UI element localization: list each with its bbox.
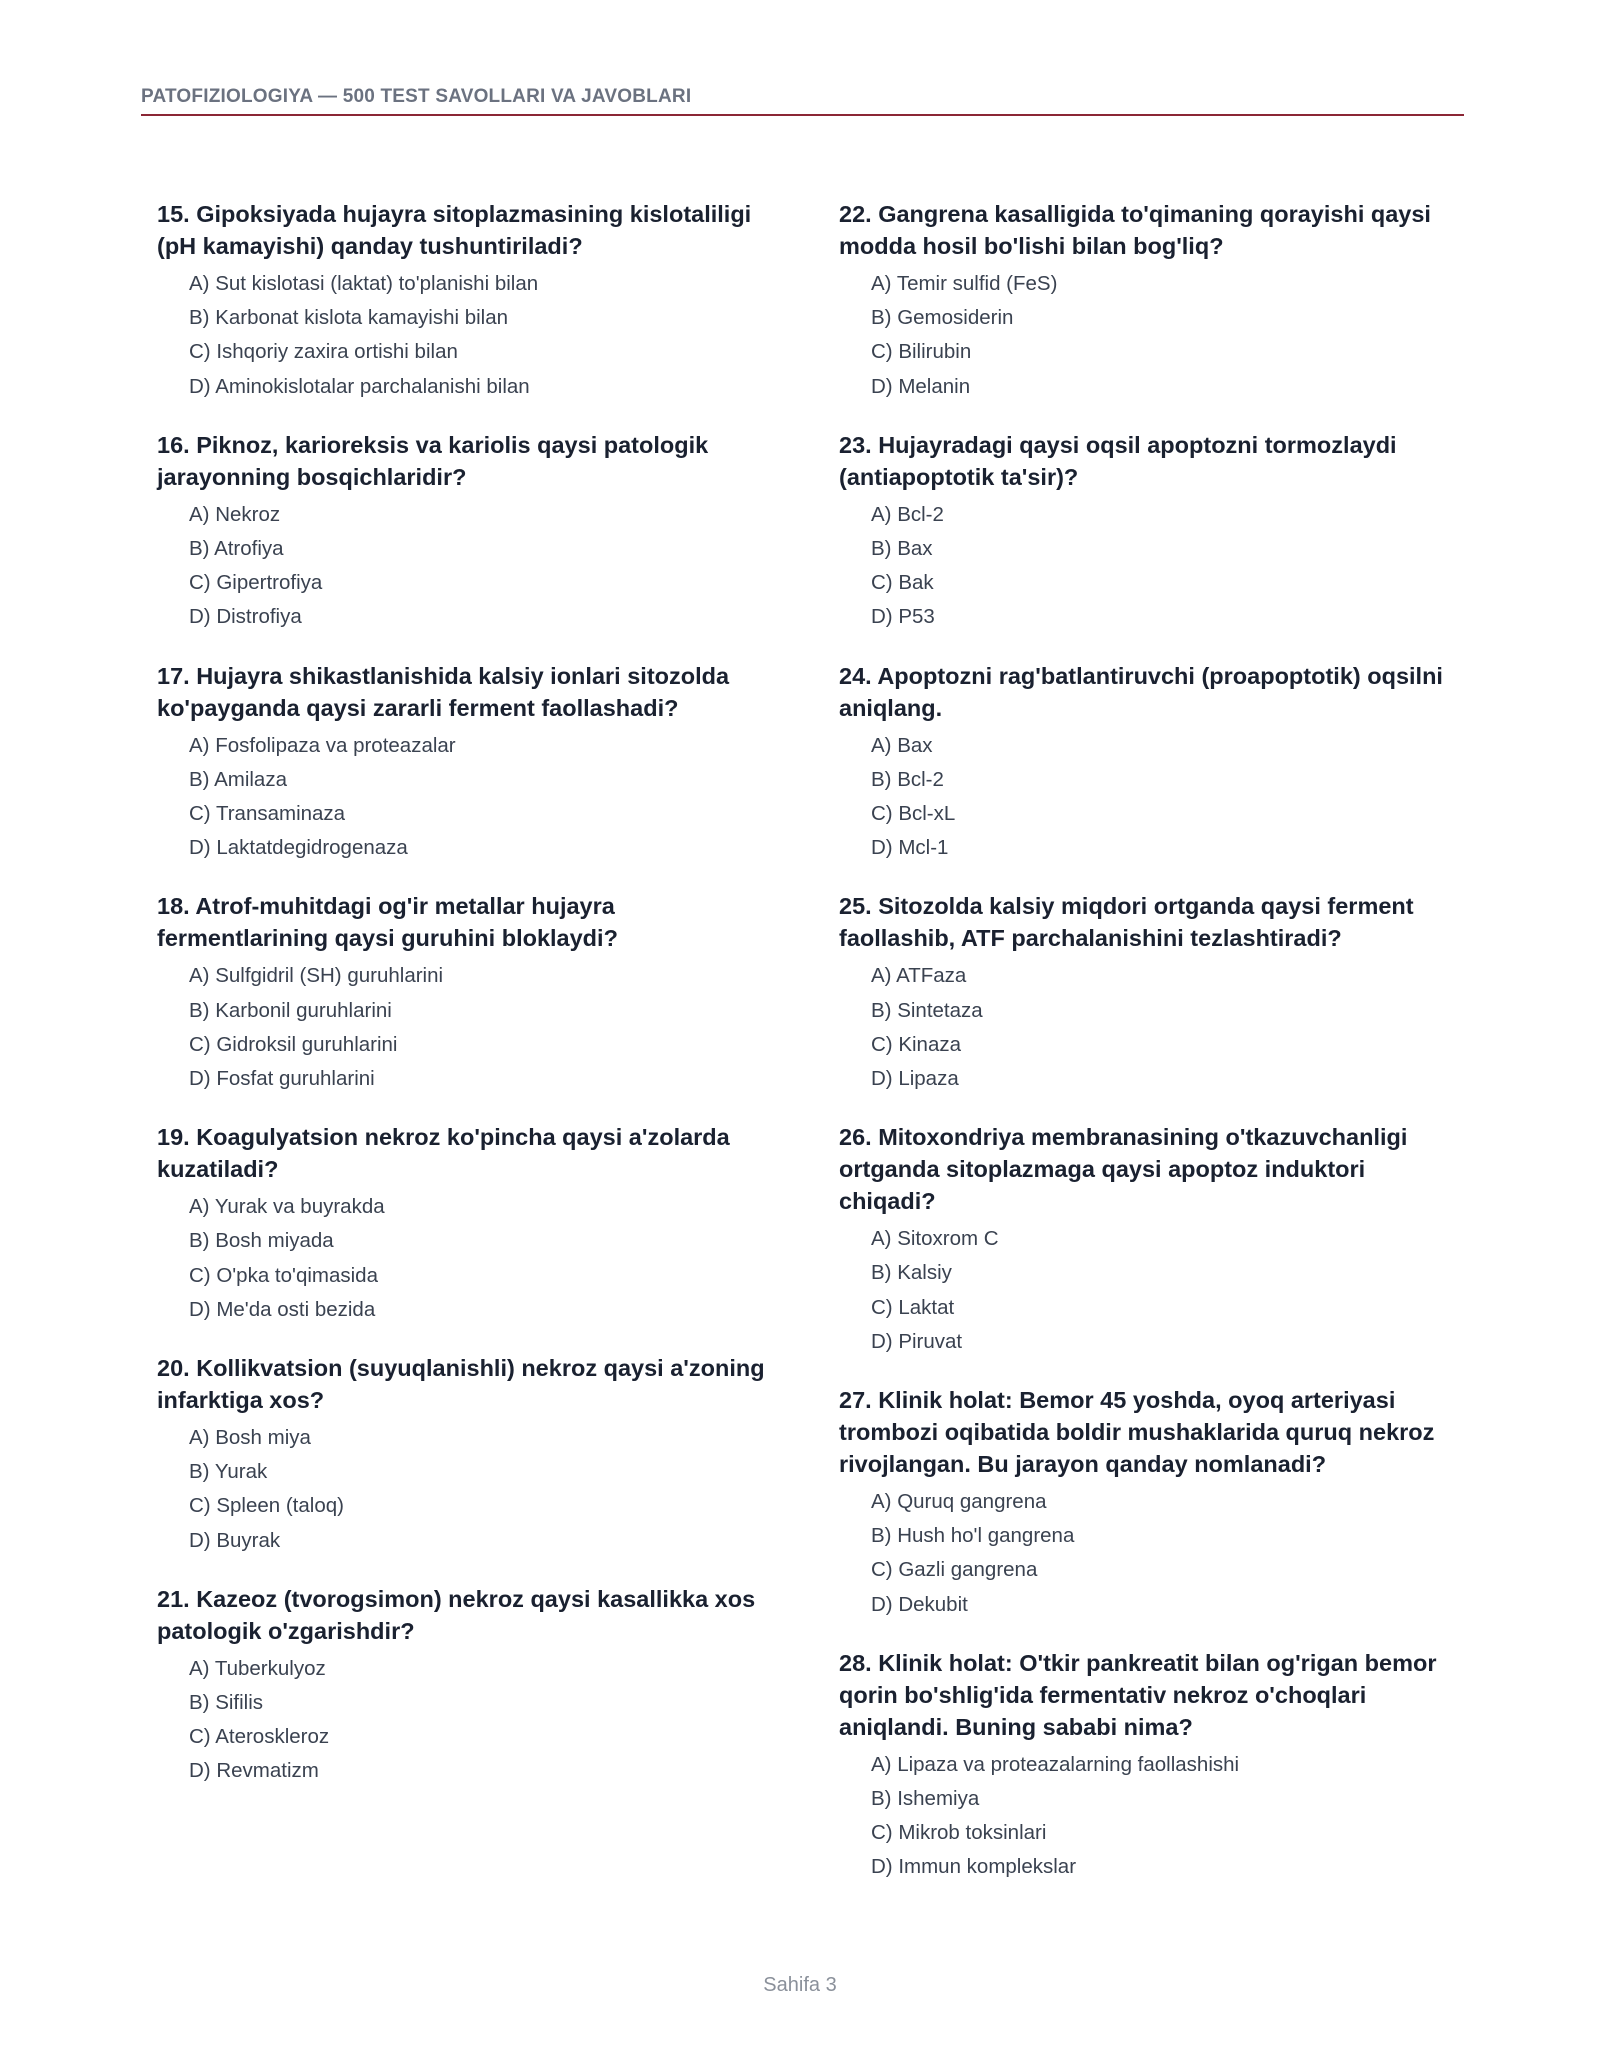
- question-block-25: [839, 890, 1457, 1096]
- answer-option-c: C) Mikrob toksinlari: [871, 1821, 1047, 1845]
- answer-option-a: A) Fosfolipaza va proteazalar: [189, 733, 456, 757]
- answer-options: [157, 1421, 775, 1558]
- answer-options: [839, 959, 1457, 1096]
- question-block-24: [839, 660, 1457, 866]
- answer-option-b: B) Karbonat kislota kamayishi bilan: [189, 306, 509, 330]
- answer-option-b: B) Bosh miyada: [189, 1229, 334, 1253]
- answer-option-b: B) Sifilis: [189, 1691, 264, 1715]
- answer-option-a: A) Bcl-2: [871, 502, 944, 526]
- question-block-27: [839, 1384, 1457, 1622]
- answer-option-c: C) Laktat: [871, 1295, 955, 1319]
- answer-option-d: D) Mcl-1: [871, 836, 949, 860]
- question-text: 26. Mitoxondriya membranasining o'tkazuvchanligi ortganda sitoplazmaga qaysi apoptoz induktori chiqadi?: [839, 1124, 1408, 1215]
- question-text: 18. Atrof-muhitdagi og'ir metallar hujayra fermentlarining qaysi guruhini bloklaydi?: [157, 893, 618, 952]
- answer-option-d: D) Me'da osti bezida: [189, 1297, 376, 1321]
- question-text: 21. Kazeoz (tvorogsimon) nekroz qaysi kasallikka xos patologik o'zgarishdir?: [157, 1585, 756, 1644]
- question-block-16: [157, 429, 775, 635]
- answer-option-d: D) Melanin: [871, 374, 971, 398]
- answer-option-d: D) Immun komplekslar: [871, 1855, 1077, 1879]
- answer-option-d: D) Fosfat guruhlarini: [189, 1067, 375, 1091]
- question-block-15: [157, 198, 775, 404]
- answer-options: [839, 1748, 1457, 1885]
- question-block-22: [839, 198, 1457, 404]
- answer-option-c: C) Kinaza: [871, 1032, 962, 1056]
- document-title: PATOFIZIOLOGIYA — 500 TEST SAVOLLARI VA JAVOBLARI: [141, 86, 692, 107]
- answer-option-a: A) Quruq gangrena: [871, 1490, 1047, 1514]
- answer-option-d: D) Distrofiya: [189, 605, 302, 629]
- answer-options: [157, 1652, 775, 1789]
- answer-option-a: A) ATFaza: [871, 964, 967, 988]
- answer-option-d: D) Laktatdegidrogenaza: [189, 836, 408, 860]
- answer-option-b: B) Ishemiya: [871, 1787, 980, 1811]
- answer-option-d: D) Piruvat: [871, 1329, 963, 1353]
- page-number: Sahifa 3: [763, 1974, 837, 1996]
- answer-options: [839, 1222, 1457, 1359]
- answer-options: [157, 498, 775, 635]
- question-text: 24. Apoptozni rag'batlantiruvchi (proapoptotik) oqsilni aniqlang.: [839, 662, 1443, 721]
- question-text: 22. Gangrena kasalligida to'qimaning qorayishi qaysi modda hosil bo'lishi bilan bog'liq?: [839, 201, 1431, 259]
- answer-options: [839, 729, 1457, 866]
- answer-option-d: D) P53: [871, 605, 935, 629]
- answer-option-c: C) Bak: [871, 571, 934, 595]
- answer-options: [157, 1190, 775, 1327]
- question-text: 15. Gipoksiyada hujayra sitoplazmasining kislotaliligi (pH kamayishi) qanday tushuntiriladi?: [157, 201, 752, 259]
- answer-options: [157, 267, 775, 404]
- question-text: 20. Kollikvatsion (suyuqlanishli) nekroz qaysi a'zoning infarktiga xos?: [157, 1355, 765, 1414]
- answer-option-b: B) Karbonil guruhlarini: [189, 998, 392, 1022]
- question-text: 16. Piknoz, karioreksis va kariolis qaysi patologik jarayonning bosqichlaridir?: [157, 431, 709, 490]
- answer-option-c: C) Transaminaza: [189, 802, 346, 826]
- answer-option-a: A) Bax: [871, 733, 933, 757]
- answer-option-b: B) Amilaza: [189, 767, 287, 791]
- answer-option-c: C) Spleen (taloq): [189, 1494, 344, 1518]
- answer-option-a: A) Lipaza va proteazalarning faollashishi: [871, 1752, 1240, 1776]
- answer-option-c: C) Bcl-xL: [871, 802, 956, 826]
- answer-option-a: A) Yurak va buyrakda: [189, 1195, 385, 1219]
- question-text: 27. Klinik holat: Bemor 45 yoshda, oyoq arteriyasi trombozi oqibatida boldir mushaklarida quruq nekroz rivojlangan. Bu jarayon qanday nomlanadi?: [839, 1387, 1435, 1478]
- question-block-18: [157, 890, 775, 1096]
- answer-options: [839, 498, 1457, 635]
- question-block-21: [157, 1583, 775, 1789]
- answer-option-a: A) Bosh miya: [189, 1426, 311, 1450]
- answer-option-c: C) Gazli gangrena: [871, 1558, 1038, 1582]
- answer-option-b: B) Bax: [871, 537, 933, 561]
- question-block-23: [839, 429, 1457, 635]
- answer-option-d: D) Revmatizm: [189, 1759, 319, 1783]
- answer-option-c: C) Ishqoriy zaxira ortishi bilan: [189, 340, 458, 364]
- question-block-19: [157, 1121, 775, 1327]
- question-block-17: [157, 660, 775, 866]
- question-text: 17. Hujayra shikastlanishida kalsiy ionlari sitozolda ko'payganda qaysi zararli ferment faollashadi?: [157, 662, 730, 721]
- answer-option-b: B) Bcl-2: [871, 767, 944, 791]
- answer-option-a: A) Temir sulfid (FeS): [871, 272, 1058, 295]
- question-block-20: [157, 1352, 775, 1558]
- answer-option-d: D) Buyrak: [189, 1528, 281, 1552]
- answer-option-a: A) Sitoxrom C: [871, 1227, 999, 1251]
- question-text: 28. Klinik holat: O'tkir pankreatit bilan og'rigan bemor qorin bo'shlig'ida fermentativ nekroz o'choqlari aniqlandi. Buning sababi nima?: [839, 1649, 1437, 1740]
- answer-option-d: D) Dekubit: [871, 1592, 968, 1616]
- answer-option-c: C) Gidroksil guruhlarini: [189, 1032, 398, 1056]
- left-column: [157, 198, 775, 1814]
- question-text: 23. Hujayradagi qaysi oqsil apoptozni tormozlaydi (antiapoptotik ta'sir)?: [839, 431, 1397, 490]
- answer-option-b: B) Gemosiderin: [871, 306, 1014, 330]
- answer-options: [839, 1485, 1457, 1622]
- answer-options: [839, 267, 1457, 404]
- question-block-28: [839, 1647, 1457, 1885]
- answer-option-a: A) Tuberkulyoz: [189, 1656, 326, 1680]
- question-block-26: [839, 1121, 1457, 1359]
- answer-option-d: D) Aminokislotalar parchalanishi bilan: [189, 374, 530, 398]
- answer-option-c: C) Gipertrofiya: [189, 571, 323, 595]
- answer-option-c: C) Bilirubin: [871, 340, 972, 364]
- answer-option-b: B) Sintetaza: [871, 998, 983, 1022]
- page-header: [141, 84, 1464, 116]
- answer-option-c: C) O'pka to'qimasida: [189, 1263, 378, 1287]
- right-column: [839, 198, 1457, 1910]
- question-text: 25. Sitozolda kalsiy miqdori ortganda qaysi ferment faollashib, ATF parchalanishini tezlashtiradi?: [839, 893, 1414, 952]
- answer-option-a: A) Sulfgidril (SH) guruhlarini: [189, 964, 444, 988]
- answer-option-b: B) Kalsiy: [871, 1261, 952, 1285]
- question-text: 19. Koagulyatsion nekroz ko'pincha qaysi a'zolarda kuzatiladi?: [157, 1124, 730, 1183]
- answer-option-c: C) Ateroskleroz: [189, 1725, 330, 1749]
- answer-options: [157, 729, 775, 866]
- answer-option-a: A) Nekroz: [189, 502, 281, 526]
- answer-option-b: B) Hush ho'l gangrena: [871, 1524, 1075, 1548]
- answer-option-b: B) Atrofiya: [189, 537, 284, 561]
- answer-option-a: A) Sut kislotasi (laktat) to'planishi bilan: [189, 272, 539, 295]
- answer-option-b: B) Yurak: [189, 1460, 268, 1484]
- answer-options: [157, 959, 775, 1096]
- answer-option-d: D) Lipaza: [871, 1067, 959, 1091]
